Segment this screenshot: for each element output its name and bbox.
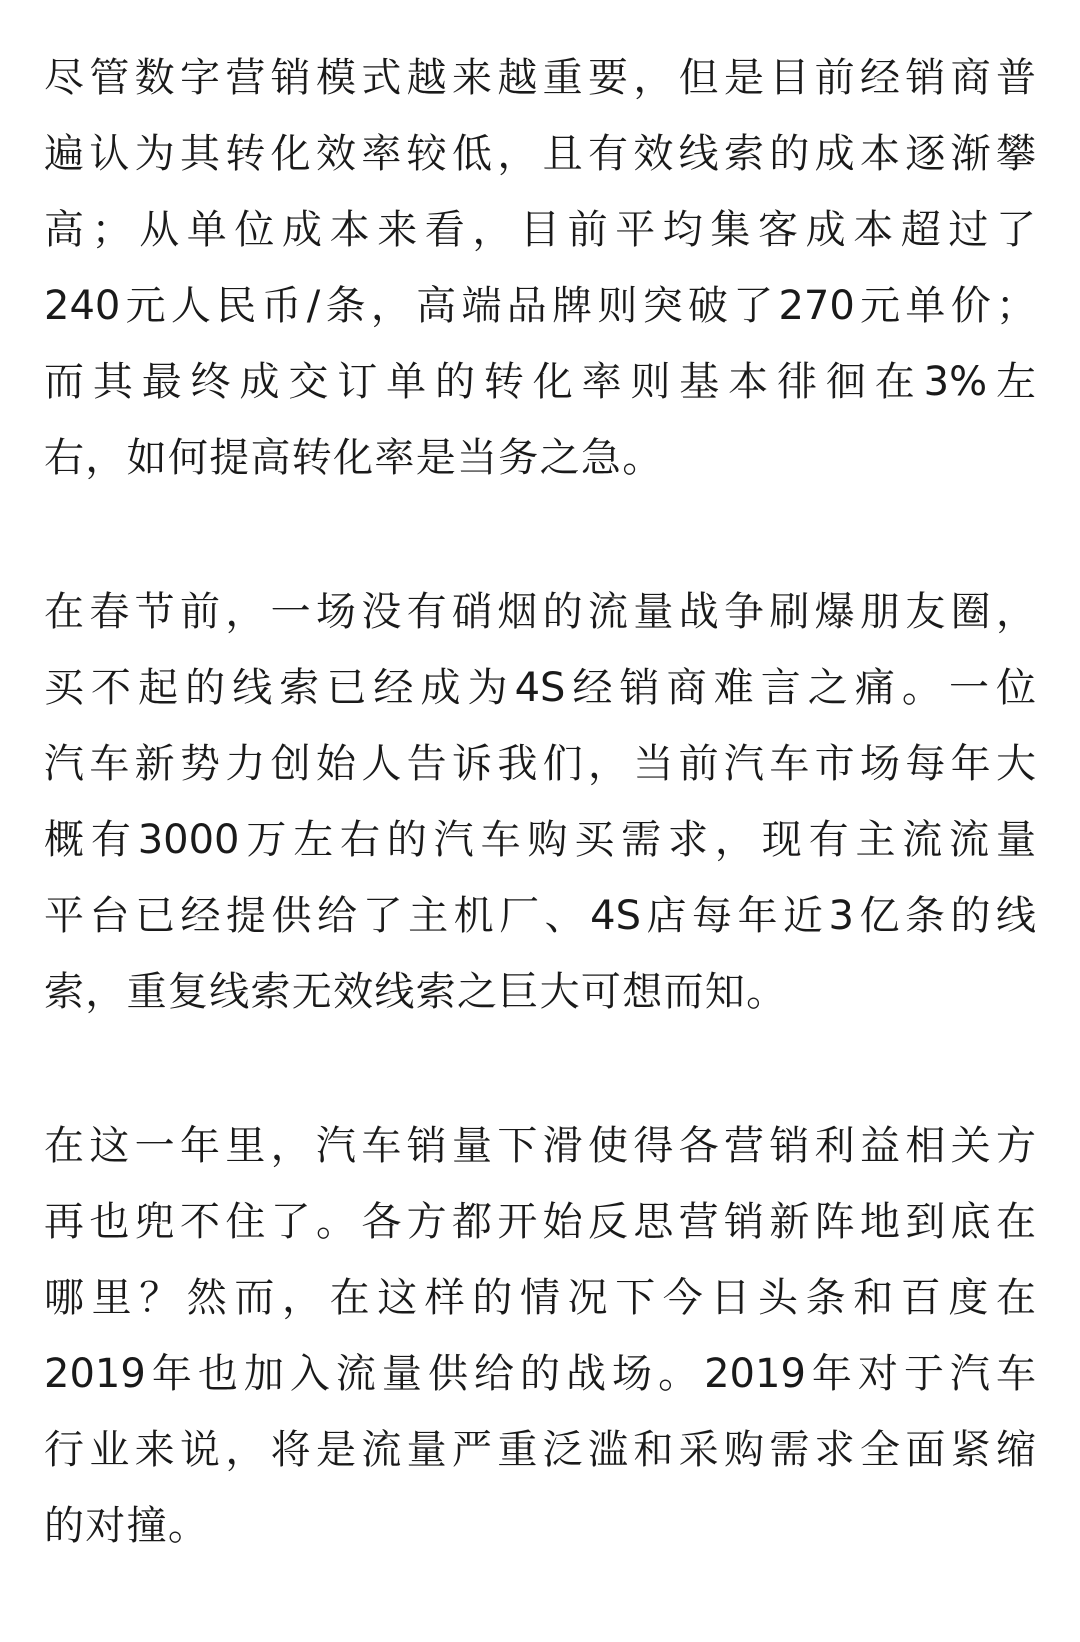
text-line: 在这一年里，汽车销量下滑使得各营销利益相关方	[44, 1123, 1036, 1169]
text-line: 右，如何提高转化率是当务之急。	[44, 435, 664, 481]
text-line: 而其最终成交订单的转化率则基本徘徊在3%左	[44, 359, 1036, 405]
text-line: 2019年也加入流量供给的战场。2019年对于汽车	[44, 1351, 1036, 1397]
text-line: 240元人民币/条，高端品牌则突破了270元单价；	[44, 283, 1036, 329]
paragraph-digital-marketing	[44, 40, 1036, 496]
text-line: 汽车新势力创始人告诉我们，当前汽车市场每年大	[44, 741, 1036, 787]
text-line: 概有3000万左右的汽车购买需求，现有主流流量	[44, 817, 1036, 863]
text-line: 行业来说，将是流量严重泛滥和采购需求全面紧缩	[44, 1427, 1036, 1473]
text-line: 哪里？然而，在这样的情况下今日头条和百度在	[44, 1275, 1036, 1321]
text-line: 在春节前，一场没有硝烟的流量战争刷爆朋友圈，	[44, 589, 1036, 635]
text-line: 买不起的线索已经成为4S经销商难言之痛。一位	[44, 665, 1036, 711]
paragraph-2019-outlook	[44, 1108, 1036, 1564]
text-line: 索，重复线索无效线索之巨大可想而知。	[44, 969, 788, 1015]
text-line: 再也兜不住了。各方都开始反思营销新阵地到底在	[44, 1199, 1036, 1245]
text-line: 遍认为其转化效率较低，且有效线索的成本逐渐攀	[44, 131, 1036, 177]
text-line: 尽管数字营销模式越来越重要，但是目前经销商普	[44, 55, 1036, 101]
text-line: 的对撞。	[44, 1503, 210, 1549]
article-body	[44, 40, 1036, 1642]
text-line: 高；从单位成本来看，目前平均集客成本超过了	[44, 207, 1036, 253]
text-line: 平台已经提供给了主机厂、4S店每年近3亿条的线	[44, 893, 1036, 939]
paragraph-traffic-war	[44, 574, 1036, 1030]
